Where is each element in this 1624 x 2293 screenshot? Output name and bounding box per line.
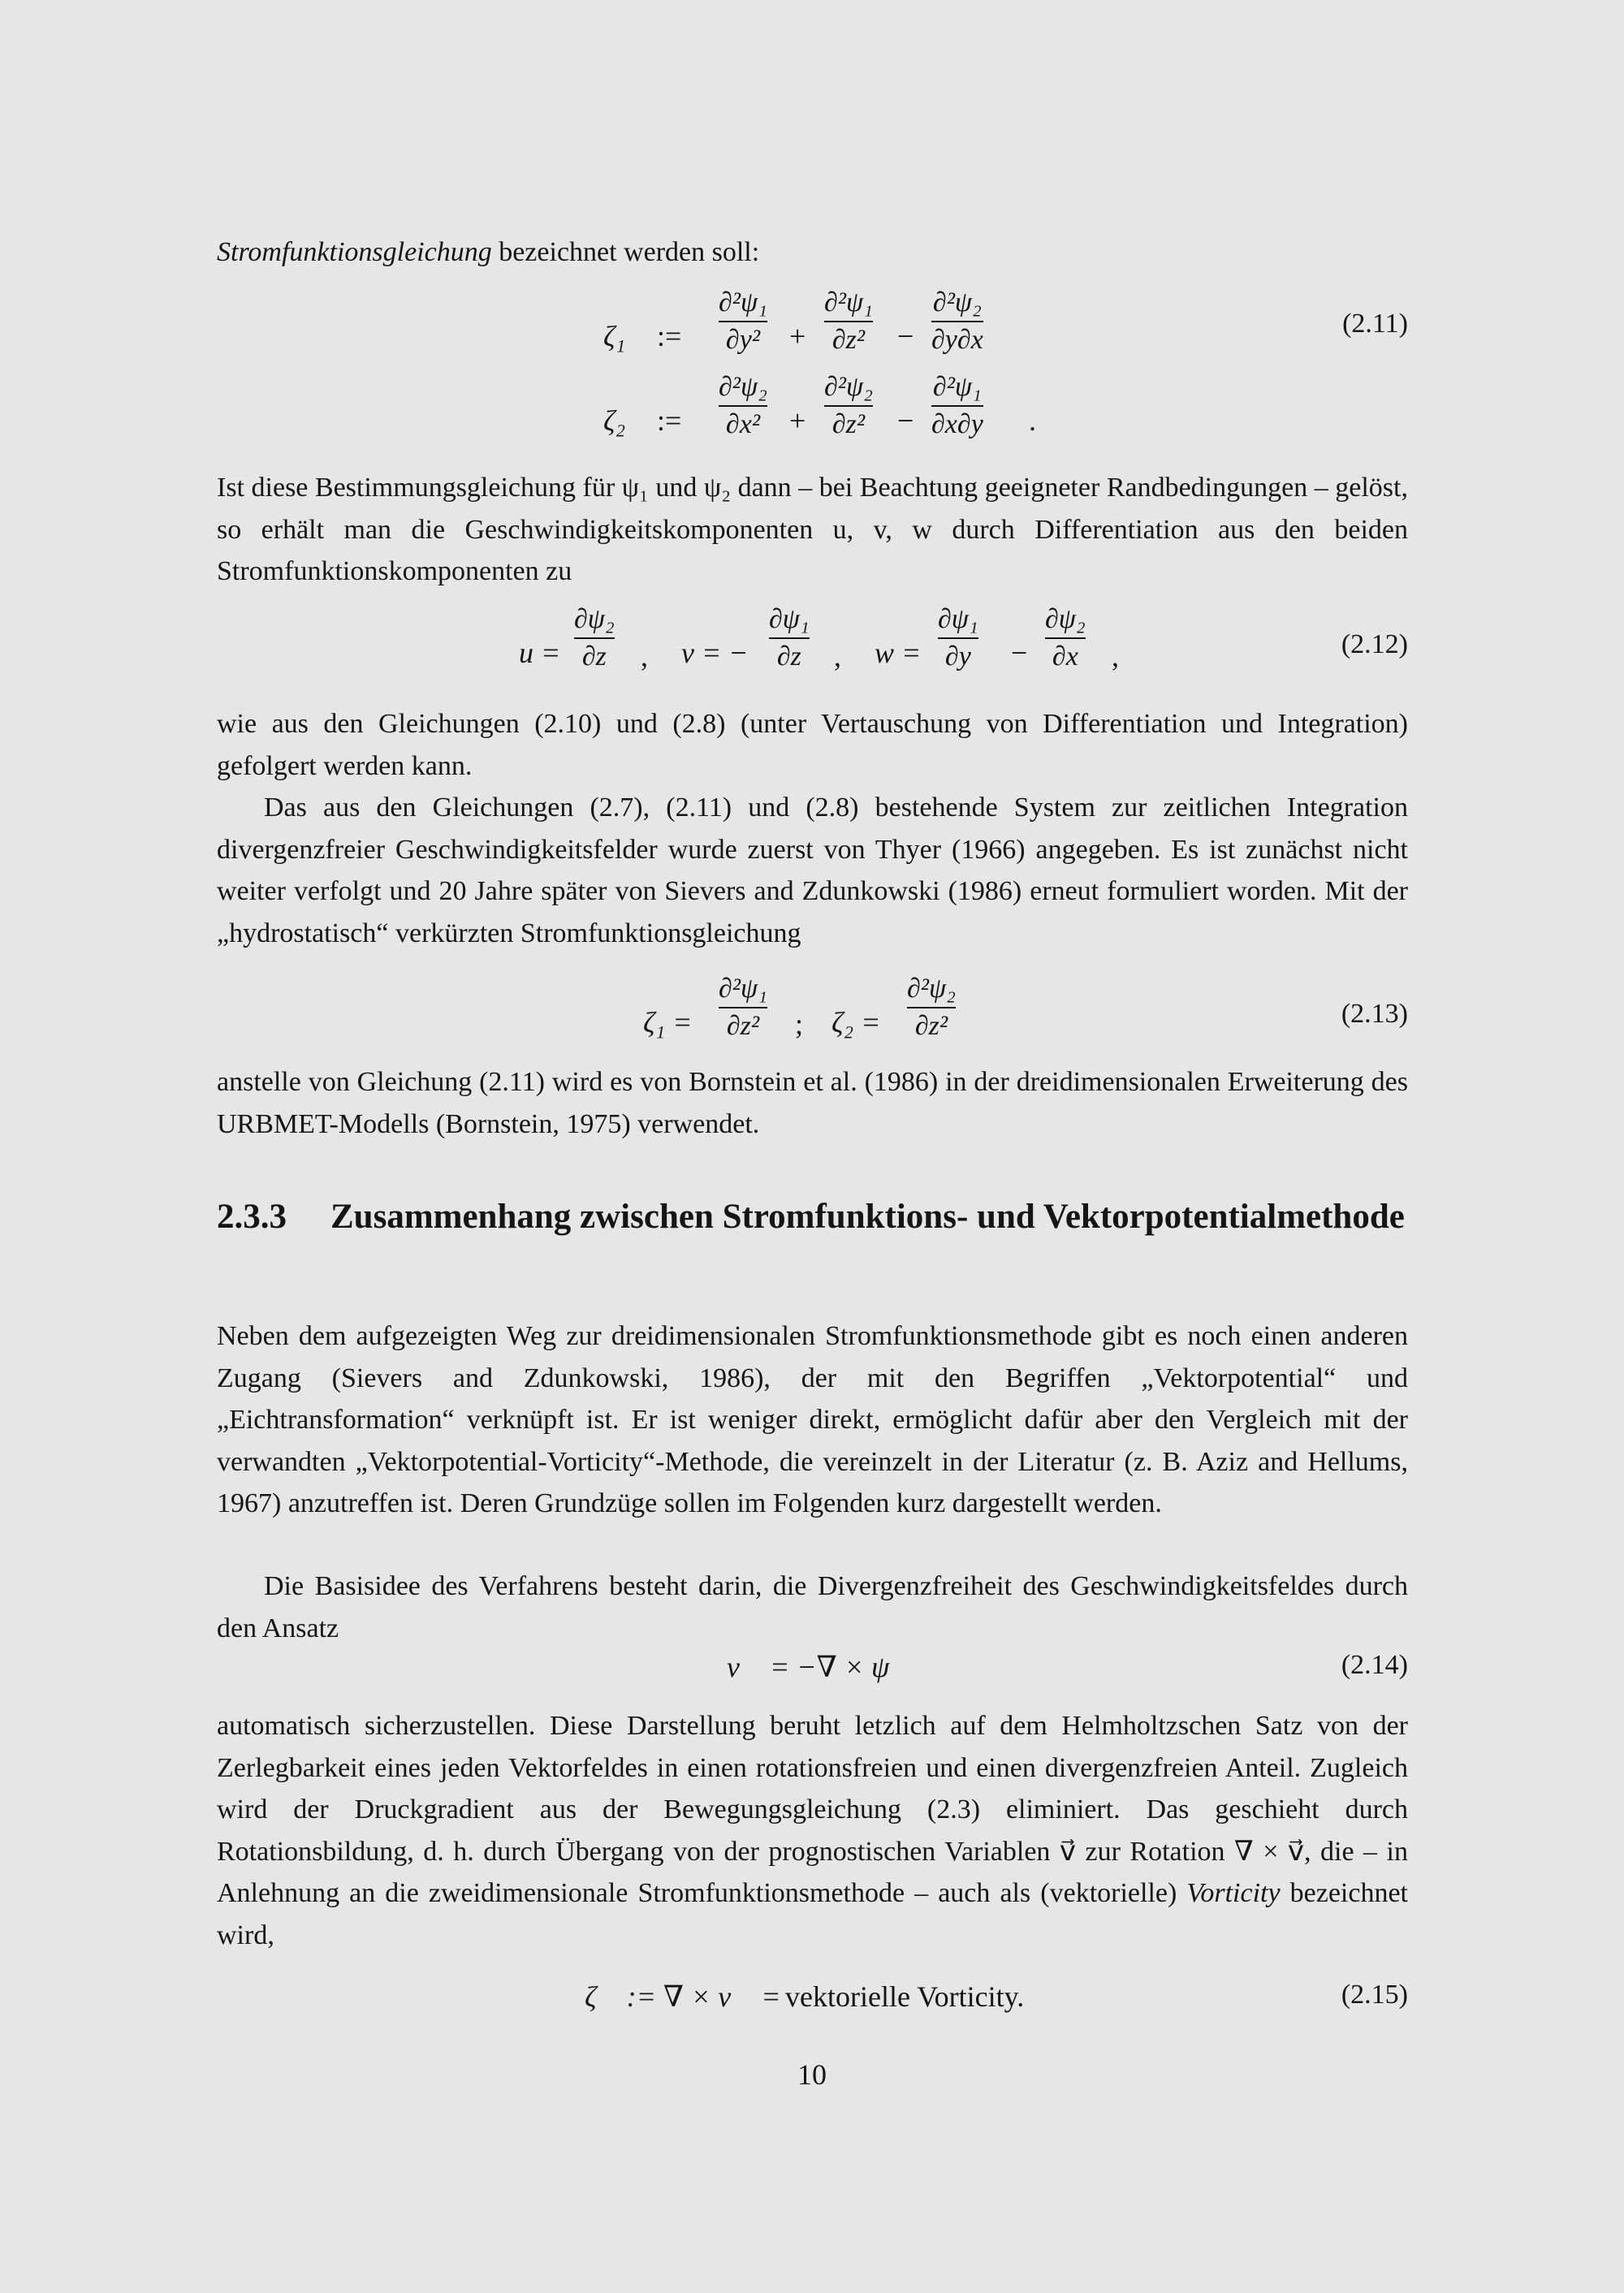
page-number: 10 — [797, 2058, 827, 2091]
equation-2-13 — [217, 966, 1408, 1064]
eq-expression: v⃗ = −∇ × ψ⃗ — [727, 1651, 913, 1683]
equation-number: (2.12) — [1341, 629, 1408, 659]
equation-2-14 — [217, 1648, 1408, 1691]
eq-zeta2: ζ₂ = — [831, 1006, 881, 1039]
fraction: ∂ψ₂ ∂z — [574, 604, 615, 671]
italic-term: Vorticity — [1186, 1878, 1281, 1908]
comma: , — [1112, 640, 1119, 672]
fraction: ∂ψ₁ ∂y — [938, 604, 978, 671]
equation-number: (2.11) — [1342, 309, 1408, 339]
plus-sign: + — [789, 320, 806, 352]
fraction: ∂²ψ₁ ∂y² — [719, 287, 767, 355]
eq-assign: := — [657, 320, 682, 352]
equation-2-12 — [217, 597, 1408, 694]
fraction: ∂²ψ₂ ∂x² — [719, 372, 767, 439]
eq-w: w = — [875, 637, 922, 669]
eq-lhs-zeta2: ζ₂ — [603, 404, 626, 437]
eq-zeta1: ζ₁ = — [643, 1006, 693, 1039]
minus-sign: − — [1011, 637, 1028, 669]
paragraph: automatisch sicherzustellen. Diese Darstellung beruht letzlich auf dem Helmholtzschen Satz von der Zerlegbarkeit eines jeden Vektorfeldes in einen rotationsfreien und einen divergenzfreien Anteil. Zugleich wird der Druckgradient aus der Bewegungsgleichung (2.3) eliminiert. Das geschieht durch Rotationsbildung, d. h. durch Übergang von der prognostischen Variablen v⃗ zur Rotation ∇ × v⃗, die – in Anlehnung an die zweidimensionale Stromfunktionsmethode – auch als (vektorielle) Vorticity bezeichnet wird, — [217, 1711, 1408, 1950]
paragraph: Ist diese Bestimmungsgleichung für ψ₁ und ψ₂ dann – bei Beachtung geeigneter Randbedingungen – gelöst, so erhält man die Geschwindigkeitskomponenten u, v, w durch Differentiation aus den beiden Stromfunktionskomponenten zu — [217, 473, 1408, 586]
comma: , — [834, 640, 841, 672]
eq-u: u = — [519, 637, 561, 669]
equation-2-11 — [217, 280, 1408, 467]
fraction: ∂²ψ₂ ∂z² — [824, 372, 873, 439]
eq-assign: := — [657, 404, 682, 437]
equation-2-15 — [217, 1978, 1408, 2020]
section-number: 2.3.3 — [217, 1198, 287, 1236]
fraction: ∂²ψ₁ ∂z² — [824, 287, 873, 355]
fraction: ∂²ψ₂ ∂y∂x — [931, 287, 983, 355]
paragraph: Neben dem aufgezeigten Weg zur dreidimensionalen Stromfunktionsmethode gibt es noch einen anderen Zugang (Sievers and Zdunkowski, 1986), der mit den Begriffen „Vektorpotential“ und „Eichtransformation“ verknüpft ist. Er ist weniger direkt, ermöglicht dafür aber den Vergleich mit der verwandten „Vektorpotential-Vorticity“-Methode, die vereinzelt in der Literatur (z. B. Aziz and Hellums, 1967) anzutreffen ist. Deren Grundzüge sollen im Folgenden kurz dargestellt werden. — [217, 1321, 1408, 1518]
comma: , — [641, 640, 648, 672]
intro-rest: bezeichnet werden soll: — [491, 237, 760, 267]
eq-rhs: vektorielle Vorticity. — [785, 1980, 1025, 2013]
section-title: Zusammenhang zwischen Stromfunktions- und Vektorpotentialmethode — [330, 1198, 1405, 1236]
section-heading — [217, 1194, 1408, 1291]
eq-lhs-zeta1: ζ₁ — [603, 320, 626, 352]
equation-number: (2.15) — [1341, 1980, 1408, 2010]
intro-line — [217, 231, 1408, 274]
fraction: ∂ψ₁ ∂z — [769, 604, 810, 671]
eq-lhs: ζ⃗ := ∇ × v⃗ = — [585, 1980, 781, 2013]
fraction: ∂²ψ₂ ∂z² — [907, 974, 956, 1041]
minus-sign: − — [897, 320, 914, 352]
fraction: ∂²ψ₁ ∂x∂y — [931, 372, 983, 439]
paragraph: anstelle von Gleichung (2.11) wird es von Bornstein et al. (1986) in der dreidimensionalen Erweiterung des URBMET-Modells (Bornstein, 1975) verwendet. — [217, 1067, 1408, 1139]
plus-sign: + — [789, 404, 806, 437]
fraction: ∂²ψ₁ ∂z² — [719, 974, 767, 1041]
semicolon: ; — [795, 1008, 804, 1040]
equation-number: (2.14) — [1341, 1650, 1408, 1680]
minus-sign: − — [897, 404, 914, 437]
paragraph: wie aus den Gleichungen (2.10) und (2.8) (unter Vertauschung von Differentiation und Integration) gefolgert werden kann. — [217, 709, 1408, 781]
italic-term: Stromfunktionsgleichung — [217, 237, 492, 267]
eq-v: v = − — [681, 637, 749, 669]
fraction: ∂ψ₂ ∂x — [1045, 604, 1086, 671]
paragraph: Das aus den Gleichungen (2.7), (2.11) und (2.8) bestehende System zur zeitlichen Integration divergenzfreier Geschwindigkeitsfelder wurde zuerst von Thyer (1966) angegeben. Es ist zunächst nicht weiter verfolgt und 20 Jahre später von Sievers and Zdunkowski (1986) erneut formuliert worden. Mit der „hydrostatisch“ verkürzten Stromfunktionsgleichung — [217, 792, 1408, 948]
paragraph: Die Basisidee des Verfahrens besteht darin, die Divergenzfreiheit des Geschwindigkeitsfeldes durch den Ansatz — [217, 1571, 1408, 1643]
equation-number: (2.13) — [1341, 999, 1408, 1029]
period: . — [1029, 404, 1036, 437]
